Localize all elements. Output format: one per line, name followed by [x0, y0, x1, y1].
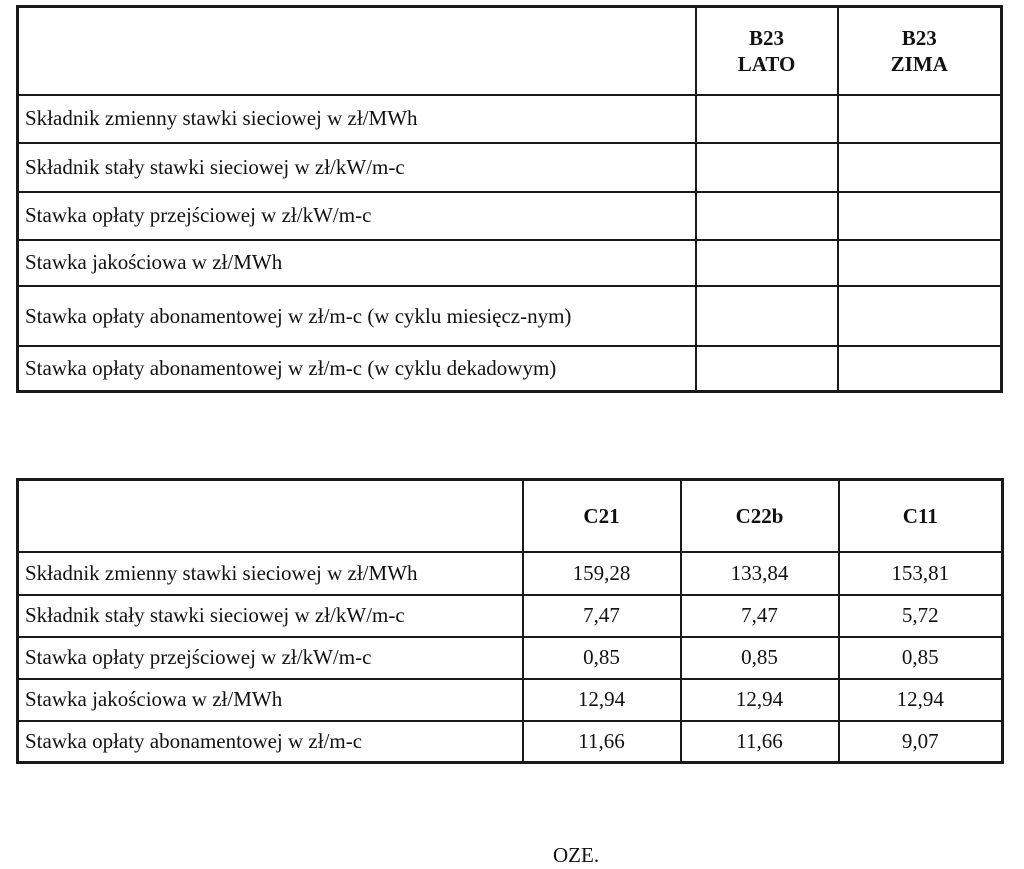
tariff-table-b23	[16, 5, 1003, 393]
table-row	[18, 346, 1002, 392]
row-label: Stawka opłaty przejściowej w zł/kW/m-c	[18, 637, 523, 679]
value-cell: 0,85	[839, 637, 1003, 679]
value-cell-empty	[838, 192, 1002, 240]
column-header-line1: B23	[748, 25, 784, 50]
value-cell-empty	[838, 143, 1002, 192]
footer-text: OZE.	[553, 843, 600, 867]
value-cell-empty	[838, 286, 1002, 346]
table-row	[18, 95, 1002, 143]
value-cell: 133,84	[681, 552, 839, 595]
value-cell: 7,47	[681, 595, 839, 637]
value-cell: 11,66	[681, 721, 839, 763]
value-cell: 12,94	[523, 679, 681, 721]
value-cell: 7,47	[523, 595, 681, 637]
value-cell-empty	[696, 95, 838, 143]
row-label: Stawka opłaty przejściowej w zł/kW/m-c	[18, 192, 696, 240]
row-label: Składnik stały stawki sieciowej w zł/kW/m-c	[18, 595, 523, 637]
row-label: Składnik zmienny stawki sieciowej w zł/MWh	[18, 552, 523, 595]
column-header-c22b: C22b	[681, 480, 839, 552]
value-cell-empty	[838, 346, 1002, 392]
table-row	[18, 192, 1002, 240]
value-cell-empty	[696, 143, 838, 192]
table-header-row	[18, 7, 1002, 95]
row-label: Stawka opłaty abonamentowej w zł/m-c	[18, 721, 523, 763]
value-cell: 0,85	[523, 637, 681, 679]
header-empty-cell	[18, 480, 523, 552]
column-header-b23-lato	[696, 7, 838, 95]
table-row	[18, 595, 1003, 637]
row-label: Stawka jakościowa w zł/MWh	[18, 240, 696, 286]
value-cell: 0,85	[681, 637, 839, 679]
value-cell-empty	[838, 95, 1002, 143]
table-row	[18, 286, 1002, 346]
column-header-line2: LATO	[737, 51, 796, 76]
table-row	[18, 637, 1003, 679]
table-row	[18, 240, 1002, 286]
table-row	[18, 721, 1003, 763]
table-header-row	[18, 480, 1003, 552]
row-label: Składnik zmienny stawki sieciowej w zł/MWh	[18, 95, 696, 143]
value-cell-empty	[696, 286, 838, 346]
table-row	[18, 679, 1003, 721]
value-cell-empty	[696, 346, 838, 392]
value-cell-empty	[696, 240, 838, 286]
column-header-line1: B23	[901, 25, 937, 50]
value-cell: 159,28	[523, 552, 681, 595]
column-header-line2: ZIMA	[890, 51, 948, 76]
row-label: Stawka jakościowa w zł/MWh	[18, 679, 523, 721]
value-cell: 11,66	[523, 721, 681, 763]
row-label: Stawka opłaty abonamentowej w zł/m-c (w cyklu dekadowym)	[18, 346, 696, 392]
row-label: Stawka opłaty abonamentowej w zł/m-c (w cyklu miesięcz-nym)	[18, 286, 696, 346]
table-row	[18, 552, 1003, 595]
value-cell-empty	[838, 240, 1002, 286]
value-cell-empty	[696, 192, 838, 240]
value-cell: 12,94	[681, 679, 839, 721]
table-row	[18, 143, 1002, 192]
value-cell: 9,07	[839, 721, 1003, 763]
column-header-c21: C21	[523, 480, 681, 552]
tariff-table-c	[16, 478, 1004, 764]
column-header-c11: C11	[839, 480, 1003, 552]
value-cell: 12,94	[839, 679, 1003, 721]
value-cell: 5,72	[839, 595, 1003, 637]
column-header-b23-zima	[838, 7, 1002, 95]
row-label: Składnik stały stawki sieciowej w zł/kW/m-c	[18, 143, 696, 192]
header-empty-cell	[18, 7, 696, 95]
value-cell: 153,81	[839, 552, 1003, 595]
